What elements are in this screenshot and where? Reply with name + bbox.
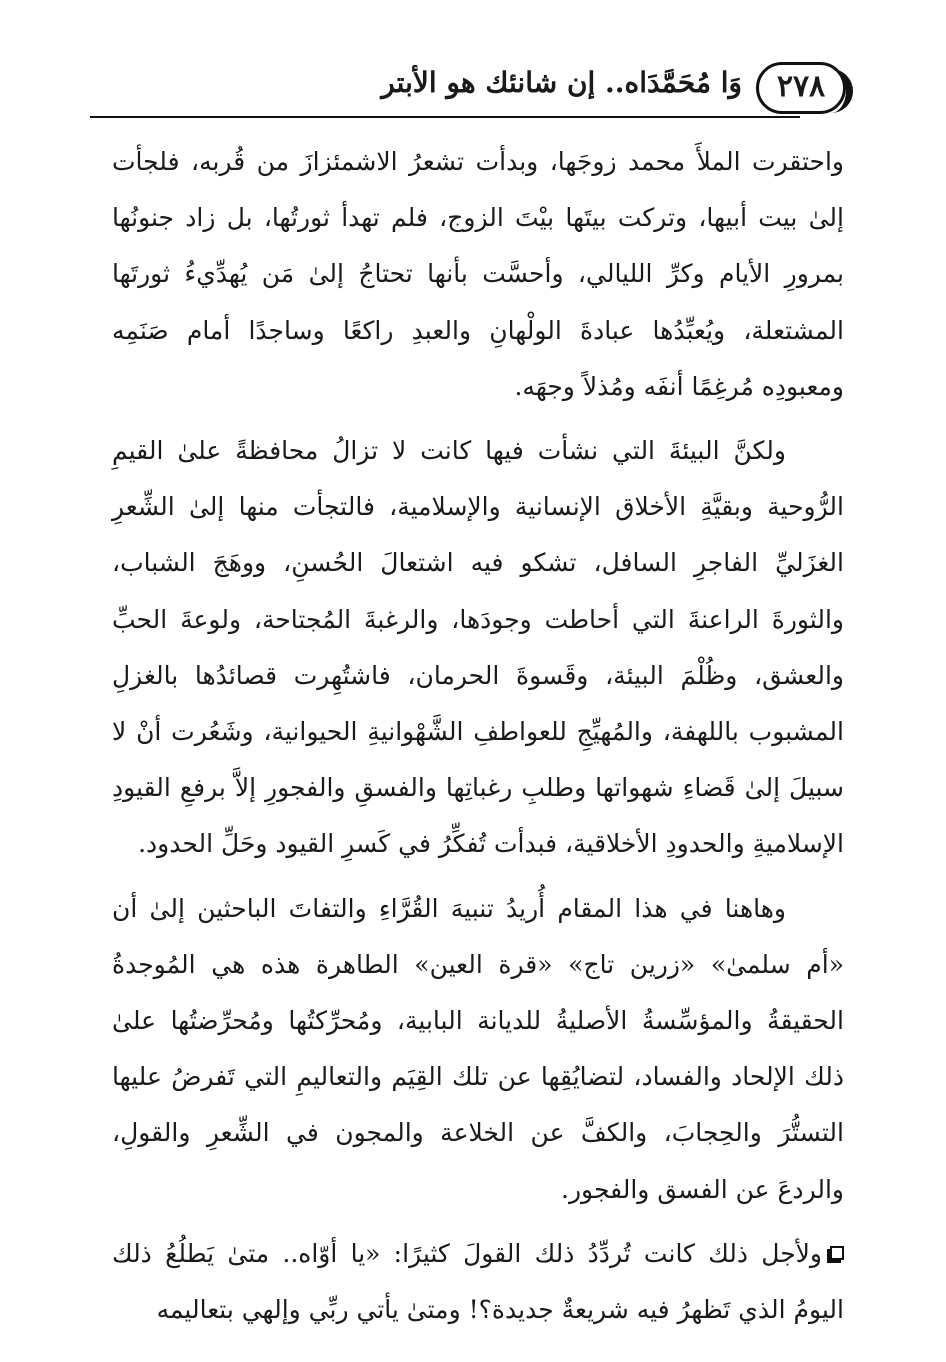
page-header	[90, 62, 846, 122]
running-title: وَا مُحَمَّدَاه.. إن شانئك هو الأبتر	[381, 66, 742, 99]
page-number: ٢٧٨	[756, 62, 846, 114]
paragraph-3: وهاهنا في هذا المقام أُريدُ تنبيهَ القُرَّاءِ والتفاتَ الباحثين إلىٰ أن «أم سلمىٰ» «زرين تاج» «قرة العين» الطاهرة هذه هي المُوجدةُ الحقيقةُ والمؤسِّسةُ الأصليةُ للديانة البابية، ومُحرِّكتُها ومُحرِّضتُها علىٰ ذلك الإلحاد والفساد، لتضايُقِها عن تلك القِيَم والتعاليمِ التي تَفرضُ عليها التستُّرَ والحِجابَ، والكفَّ عن الخلاعة والمجون في الشِّعرِ والقولِ، والردعَ عن الفسق والفجور.	[112, 893, 844, 1204]
body-text	[112, 134, 844, 1338]
paragraph-1: واحتقرت الملأَ محمد زوجَها، وبدأت تشعرُ الاشمئزازَ من قُربه، فلجأت إلىٰ بيت أبيها، وتركت بيتَها بيْتَ الزوج، فلم تهدأ ثورتُها، بل زاد جنونُها بمرورِ الأيام وكرِّ الليالي، وأحسَّت بأنها تحتاجُ إلىٰ مَن يُهدِّيءُ ثورتَها المشتعلة، ويُعبِّدُها عبادةَ الولْهانِ والعبدِ راكعًا وساجدًا أمام صَنَمِه ومعبودِه مُرغِمًا أنفَه ومُذلاً وجهَه.	[112, 147, 844, 401]
square-bullet-icon	[830, 1246, 844, 1260]
paragraph-2: ولكنَّ البيئةَ التي نشأت فيها كانت لا تزالُ محافظةً علىٰ القيمِ الرُّوحية وبقيَّةِ الأخلاق الإنسانية والإسلامية، فالتجأت منها إلىٰ الشِّعرِ الغزَليِّ الفاجرِ السافل، تشكو فيه اشتعالَ الحُسنِ، ووهَجَ الشباب، والثورةَ الراعنةَ التي أحاطت وجودَها، والرغبةَ المُجتاحة، ولوعةَ الحبِّ والعشق، وظُلْمَ البيئة، وقَسوةَ الحرمان، فاشتُهِرت قصائدُها بالغزلِ المشبوب باللهفة، والمُهيِّجِ للعواطفِ الشَّهْوانيةِ الحيوانية، وشَعُرت أنْ لا سبيلَ إلىٰ قَضاءِ شهواتها وطلبِ رغباتِها والفسقِ والفجورِ إلاَّ برفعِ القيودِ الإسلاميةِ والحدودِ الأخلاقية، فبدأت تُفكِّرُ في كَسرِ القيود وحَلِّ الحدود.	[112, 436, 844, 859]
paragraph-4-text: ولأجل ذلك كانت تُردِّدُ ذلك القولَ كثيرًا: «يا أوّاه.. متىٰ يَطلُعُ ذلك اليومُ الذي تَظهرُ فيه شريعةٌ جديدة؟! ومتىٰ يأتي ربِّي وإلهي بتعاليمه	[112, 1238, 844, 1325]
paragraph-4	[112, 1226, 844, 1338]
header-rule	[90, 116, 800, 118]
